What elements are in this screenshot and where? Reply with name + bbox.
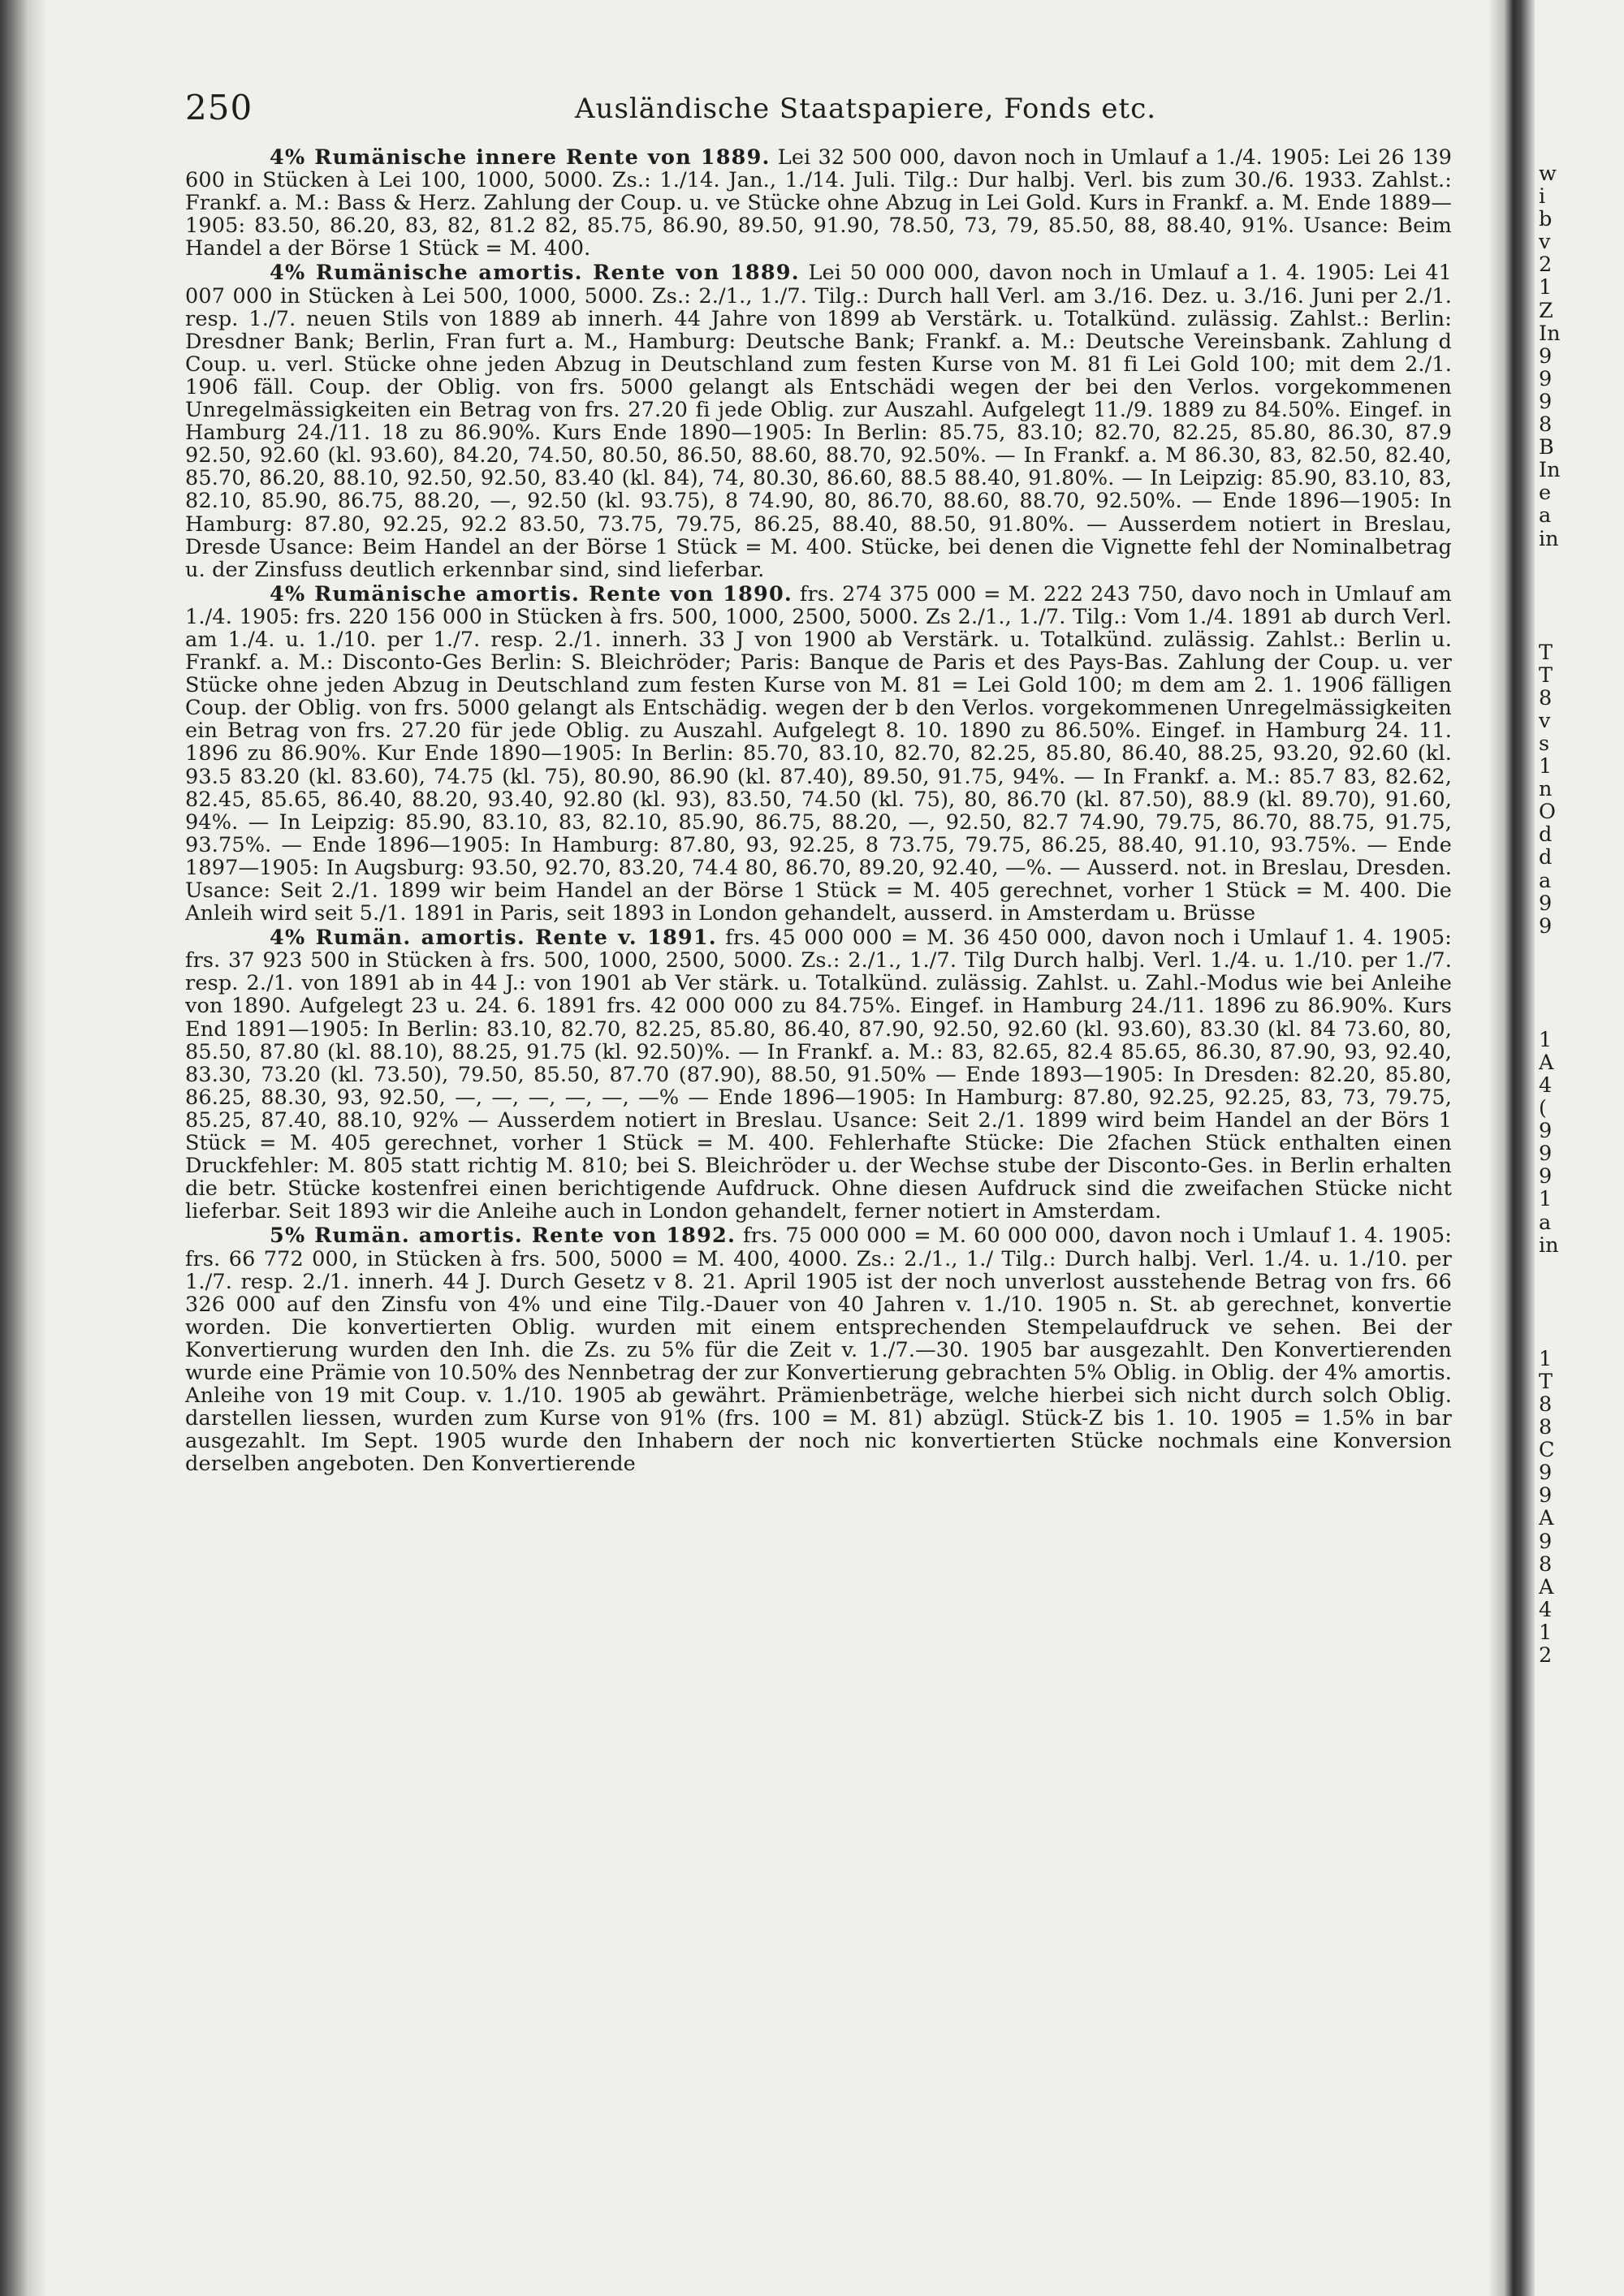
adjacent-page-line: 9 <box>1539 1119 1553 1144</box>
adjacent-page-line: ( <box>1539 1096 1547 1121</box>
adjacent-page-line: B <box>1539 435 1554 460</box>
adjacent-page-line: 8 <box>1539 1415 1553 1440</box>
adjacent-page-line: 4 <box>1539 1073 1553 1098</box>
adjacent-page-line: 1 <box>1539 754 1553 779</box>
entry-title: 4% Rumänische amortis. Rente von 1890. <box>270 581 793 606</box>
adjacent-page-line: w <box>1539 162 1557 186</box>
adjacent-page-line: A <box>1539 1506 1554 1531</box>
adjacent-page-line: C <box>1539 1438 1555 1463</box>
entry-title: 5% Rumän. amortis. Rente von 1892. <box>270 1224 736 1249</box>
entry-title: 4% Rumänische innere Rente von 1889. <box>270 145 771 170</box>
adjacent-page-line: b <box>1539 207 1553 232</box>
book-gutter <box>1488 0 1535 2296</box>
adjacent-page-line: A <box>1539 1574 1554 1599</box>
entry-1890-amortis-rente <box>185 583 1452 925</box>
adjacent-page-line: T <box>1539 662 1553 688</box>
entry-1891-amortis-rente <box>185 926 1452 1223</box>
adjacent-page-line: 9 <box>1539 389 1553 414</box>
adjacent-page-line: 8 <box>1539 1392 1553 1417</box>
adjacent-page-line: in <box>1539 1232 1559 1258</box>
adjacent-page-line: 2 <box>1539 252 1553 278</box>
entry-body: Lei 32 500 000, davon noch in Umlauf a 1./4. 1905: Lei 26 139 600 in Stücken à Lei 100, 1000, 5000. Zs.: 1./14. Jan., 1./14. Juli. Tilg.: Dur halbj. Verl. bis zum 30./6. 1933. Zahlst.: Frankf. a. M.: Bass & Herz. Zahlung der Coup. u. ve Stücke ohne Abzug in Lei Gold. Kurs in Frankf. a. M. Ende 1889—1905: 83.50, 86.20, 83, 82, 81.2 82, 85.75, 86.90, 89.50, 91.90, 78.50, 73, 79, 85.50, 88, 88.40, 91%. Usance: Beim Handel a der Börse 1 Stück = M. 400. <box>185 145 1452 261</box>
adjacent-page-line: 9 <box>1539 1461 1553 1486</box>
adjacent-page-line: 8 <box>1539 685 1553 710</box>
adjacent-page-line: 4 <box>1539 1597 1553 1622</box>
adjacent-page-line: In <box>1539 458 1561 483</box>
main-page <box>185 88 1452 2280</box>
adjacent-page-line: T <box>1539 640 1553 665</box>
page-header <box>185 88 1452 146</box>
adjacent-page-line: 9 <box>1539 891 1553 916</box>
adjacent-page-fragment <box>1539 162 1624 2273</box>
adjacent-page-line: 9 <box>1539 1529 1553 1554</box>
adjacent-page-line: v <box>1539 230 1551 255</box>
running-head: Ausländische Staatspapiere, Fonds etc. <box>575 93 1157 125</box>
adjacent-page-line: 8 <box>1539 1552 1553 1577</box>
entry-1889-amortis-rente <box>185 261 1452 580</box>
adjacent-page-line: Z <box>1539 298 1553 323</box>
adjacent-page-line: 9 <box>1539 1142 1553 1167</box>
adjacent-page-line: 9 <box>1539 343 1553 369</box>
adjacent-page-line: 2 <box>1539 1642 1553 1668</box>
adjacent-page-line: 8 <box>1539 412 1553 438</box>
adjacent-page-line: 1 <box>1539 275 1553 300</box>
left-scan-edge <box>0 0 47 2296</box>
entry-title: 4% Rumänische amortis. Rente von 1889. <box>270 261 800 286</box>
adjacent-page-line: d <box>1539 822 1553 848</box>
adjacent-page-line: e <box>1539 481 1552 506</box>
adjacent-page-line: 9 <box>1539 913 1553 939</box>
adjacent-page-line: d <box>1539 845 1553 870</box>
adjacent-page-line: T <box>1539 1369 1553 1394</box>
adjacent-page-line: v <box>1539 708 1551 733</box>
entry-1892-amortis-rente <box>185 1224 1452 1475</box>
adjacent-page-line: A <box>1539 1050 1554 1075</box>
entry-body: frs. 45 000 000 = M. 36 450 000, davon noch i Umlauf 1. 4. 1905: frs. 37 923 500 in Stücken à frs. 500, 1000, 2500, 5000. Zs.: 2./1., 1./7. Tilg Durch halbj. Verl. 1./4. u. 1./10. per 1./7. resp. 2./1. von 1891 ab in 44 J.: von 1901 ab Ver stärk. u. Totalkünd. zulässig. Zahlst. u. Zahl.-Modus wie bei Anleihe von 1890. Aufgelegt 23 u. 24. 6. 1891 frs. 42 000 000 zu 84.75%. Eingef. in Hamburg 24./11. 1896 zu 86.90%. Kurs End 1891—1905: In Berlin: 83.10, 82.70, 82.25, 85.80, 86.40, 87.90, 92.50, 92.60 (kl. 93.60), 83.30 (kl. 84 73.60, 80, 85.50, 87.80 (kl. 88.10), 88.25, 91.75 (kl. 92.50)%. — In Frankf. a. M.: 83, 82.65, 82.4 85.65, 86.30, 87.90, 93, 92.40, 83.30, 73.20 (kl. 73.50), 79.50, 85.50, 87.70 (87.90), 88.50, 91.50% — Ende 1893—1905: In Dresden: 82.20, 85.80, 86.25, 88.30, 93, 92.50, —, —, —, —, —, —% — Ende 1896—1905: In Hamburg: 87.80, 92.25, 92.25, 83, 73, 79.75, 85.25, 87.40, 88.10, 92% — Ausserdem notiert in Breslau. Usance: Seit 2./1. 1899 wird beim Handel an der Börs 1 Stück = M. 405 gerechnet, vorher 1 Stück = M. 400. Fehlerhafte Stücke: Die 2fachen Stück enthalten einen Druckfehler: M. 805 statt richtig M. 810; bei S. Bleichröder u. der Wechse stube der Disconto-Ges. in Berlin erhalten die betr. Stücke kostenfrei einen berichtigende Aufdruck. Ohne diesen Aufdruck sind die zweifachen Stücke nicht lieferbar. Seit 1893 wir die Anleihe auch in London gehandelt, ferner notiert in Amsterdam. <box>185 926 1452 1224</box>
adjacent-page-line: In <box>1539 321 1561 346</box>
entry-1889-innere-rente <box>185 146 1452 260</box>
adjacent-page-line: 9 <box>1539 1164 1553 1189</box>
entry-body: frs. 274 375 000 = M. 222 243 750, davo noch in Umlauf am 1./4. 1905: frs. 220 156 000 in Stücken à frs. 500, 1000, 2500, 5000. Zs 2./1., 1./7. Tilg.: Vom 1./4. 1891 ab durch Verl. am 1./4. u. 1./10. per 1./7. resp. 2./1. innerh. 33 J von 1900 ab Verstärk. u. Totalkünd. zulässig. Zahlst.: Berlin u. Frankf. a. M.: Disconto-Ges Berlin: S. Bleichröder; Paris: Banque de Paris et des Pays-Bas. Zahlung der Coup. u. ver Stücke ohne jeden Abzug in Deutschland zum festen Kurse von M. 81 = Lei Gold 100; m dem am 2. 1. 1906 fälligen Coup. der Oblig. von frs. 5000 gelangt als Entschädig. wegen der b den Verlos. vorgekommenen Unregelmässigkeiten ein Betrag von frs. 27.20 für jede Oblig. zu Auszahl. Aufgelegt 8. 10. 1890 zu 86.50%. Eingef. in Hamburg 24. 11. 1896 zu 86.90%. Kur Ende 1890—1905: In Berlin: 85.70, 83.10, 82.70, 82.25, 85.80, 86.40, 88.25, 93.20, 92.60 (kl. 93.5 83.20 (kl. 83.60), 74.75 (kl. 75), 80.90, 86.90 (kl. 87.40), 89.50, 91.75, 94%. — In Frankf. a. M.: 85.7 83, 82.62, 82.45, 85.65, 86.40, 88.20, 93.40, 92.80 (kl. 93), 83.50, 74.50 (kl. 75), 80, 86.70 (kl. 87.50), 88.9 (kl. 89.70), 91.60, 94%. — In Leipzig: 85.90, 83.10, 83, 82.10, 85.90, 86.75, 88.20, —, 92.50, 82.7 74.90, 79.75, 86.70, 88.75, 91.75, 93.75%. — Ende 1896—1905: In Hamburg: 87.80, 93, 92.25, 8 73.75, 79.75, 86.25, 88.40, 91.10, 93.75%. — Ende 1897—1905: In Augsburg: 93.50, 92.70, 83.20, 74.4 80, 86.70, 89.20, 92.40, —%. — Ausserd. not. in Breslau, Dresden. Usance: Seit 2./1. 1899 wir beim Handel an der Börse 1 Stück = M. 405 gerechnet, vorher 1 Stück = M. 400. Die Anleih wird seit 5./1. 1891 in Paris, seit 1893 in London gehandelt, ausserd. in Amsterdam u. Brüsse <box>185 581 1452 926</box>
adjacent-page-line: 1 <box>1539 1187 1553 1212</box>
adjacent-page-line: O <box>1539 800 1556 825</box>
entry-body: frs. 75 000 000 = M. 60 000 000, davon noch i Umlauf 1. 4. 1905: frs. 66 772 000, in Stücken à frs. 500, 5000 = M. 400, 4000. Zs.: 2./1., 1./ Tilg.: Durch halbj. Verl. 1./4. u. 1./10. per 1./7. resp. 2./1. innerh. 44 J. Durch Gesetz v 8. 21. April 1905 ist der noch unverlost ausstehende Betrag von frs. 66 326 000 auf den Zinsfu von 4% und eine Tilg.-Dauer von 40 Jahren v. 1./10. 1905 n. St. ab gerechnet, konvertie worden. Die konvertierten Oblig. wurden mit einem entsprechenden Stempelaufdruck ve sehen. Bei der Konvertierung wurden den Inh. die Zs. zu 5% für die Zeit v. 1./7.—30. 1905 bar ausgezahlt. Den Konvertierenden wurde eine Prämie von 10.50% des Nennbetrag der zur Konvertierung gebrachten 5% Oblig. in Oblig. der 4% amortis. Anleihe von 19 mit Coup. v. 1./10. 1905 ab gewährt. Prämienbeträge, welche hierbei sich nicht durch solch Oblig. darstellen liessen, wurden zum Kurse von 91% (frs. 100 = M. 81) abzügl. Stück-Z bis 1. 10. 1905 = 1.5% in bar ausgezahlt. Im Sept. 1905 wurde den Inhabern der noch nic konvertierten Stücke nochmals eine Konversion derselben angeboten. Den Konvertierende <box>185 1224 1452 1477</box>
adjacent-page-line: 1 <box>1539 1620 1553 1645</box>
adjacent-page-line: a <box>1539 1210 1552 1235</box>
adjacent-page-line: a <box>1539 868 1552 893</box>
adjacent-page-gap <box>1539 550 1624 641</box>
adjacent-page-line: 1 <box>1539 1346 1553 1371</box>
adjacent-page-line: i <box>1539 184 1546 209</box>
adjacent-page-line: a <box>1539 503 1552 529</box>
adjacent-page-gap <box>1539 938 1624 1029</box>
adjacent-page-line: in <box>1539 526 1559 551</box>
entry-body: Lei 50 000 000, davon noch in Umlauf a 1. 4. 1905: Lei 41 007 000 in Stücken à Lei 500, 1000, 5000. Zs.: 2./1., 1./7. Tilg.: Durch hall Verl. am 3./16. Dez. u. 3./16. Juni per 2./1. resp. 1./7. neuen Stils von 1889 ab innerh. 44 Jahre von 1899 ab Verstärk. u. Totalkünd. zulässig. Zahlst.: Berlin: Dresdner Bank; Berlin, Fran furt a. M., Hamburg: Deutsche Bank; Frankf. a. M.: Deutsche Vereinsbank. Zahlung d Coup. u. verl. Stücke ohne jeden Abzug in Deutschland zum festen Kurse von M. 81 fi Lei Gold 100; mit dem 2./1. 1906 fäll. Coup. der Oblig. von frs. 5000 gelangt als Entschädi wegen der bei den Verlos. vorgekommenen Unregelmässigkeiten ein Betrag von frs. 27.20 fi jede Oblig. zur Auszahl. Aufgelegt 11./9. 1889 zu 84.50%. Eingef. in Hamburg 24./11. 18 zu 86.90%. Kurs Ende 1890—1905: In Berlin: 85.75, 83.10; 82.70, 82.25, 85.80, 86.30, 87.9 92.50, 92.60 (kl. 93.60), 84.20, 74.50, 80.50, 86.50, 88.60, 88.70, 92.50%. — In Frankf. a. M 86.30, 83, 82.50, 82.40, 85.70, 86.20, 88.10, 92.50, 92.50, 83.40 (kl. 84), 74, 80.30, 86.60, 88.5 88.40, 91.80%. — In Leipzig: 85.90, 83.10, 83, 82.10, 85.90, 86.75, 88.20, —, 92.50 (kl. 93.75), 8 74.90, 80, 86.70, 88.60, 88.70, 92.50%. — Ende 1896—1905: In Hamburg: 87.80, 92.25, 92.2 83.50, 73.75, 79.75, 86.25, 88.40, 88.50, 91.80%. — Ausserdem notiert in Breslau, Dresde Usance: Beim Handel an der Börse 1 Stück = M. 400. Stücke, bei denen die Vignette fehl der Nominalbetrag u. der Zinsfuss deutlich erkennbar sind, sind lieferbar. <box>185 261 1452 582</box>
adjacent-page-line: 1 <box>1539 1027 1553 1052</box>
page-number: 250 <box>185 88 253 127</box>
adjacent-page-line: s <box>1539 731 1550 756</box>
entry-title: 4% Rumän. amortis. Rente v. 1891. <box>270 926 717 951</box>
adjacent-page-line: n <box>1539 777 1553 802</box>
adjacent-page-line: 9 <box>1539 366 1553 391</box>
adjacent-page-gap <box>1539 1257 1624 1348</box>
adjacent-page-line: 9 <box>1539 1483 1553 1508</box>
